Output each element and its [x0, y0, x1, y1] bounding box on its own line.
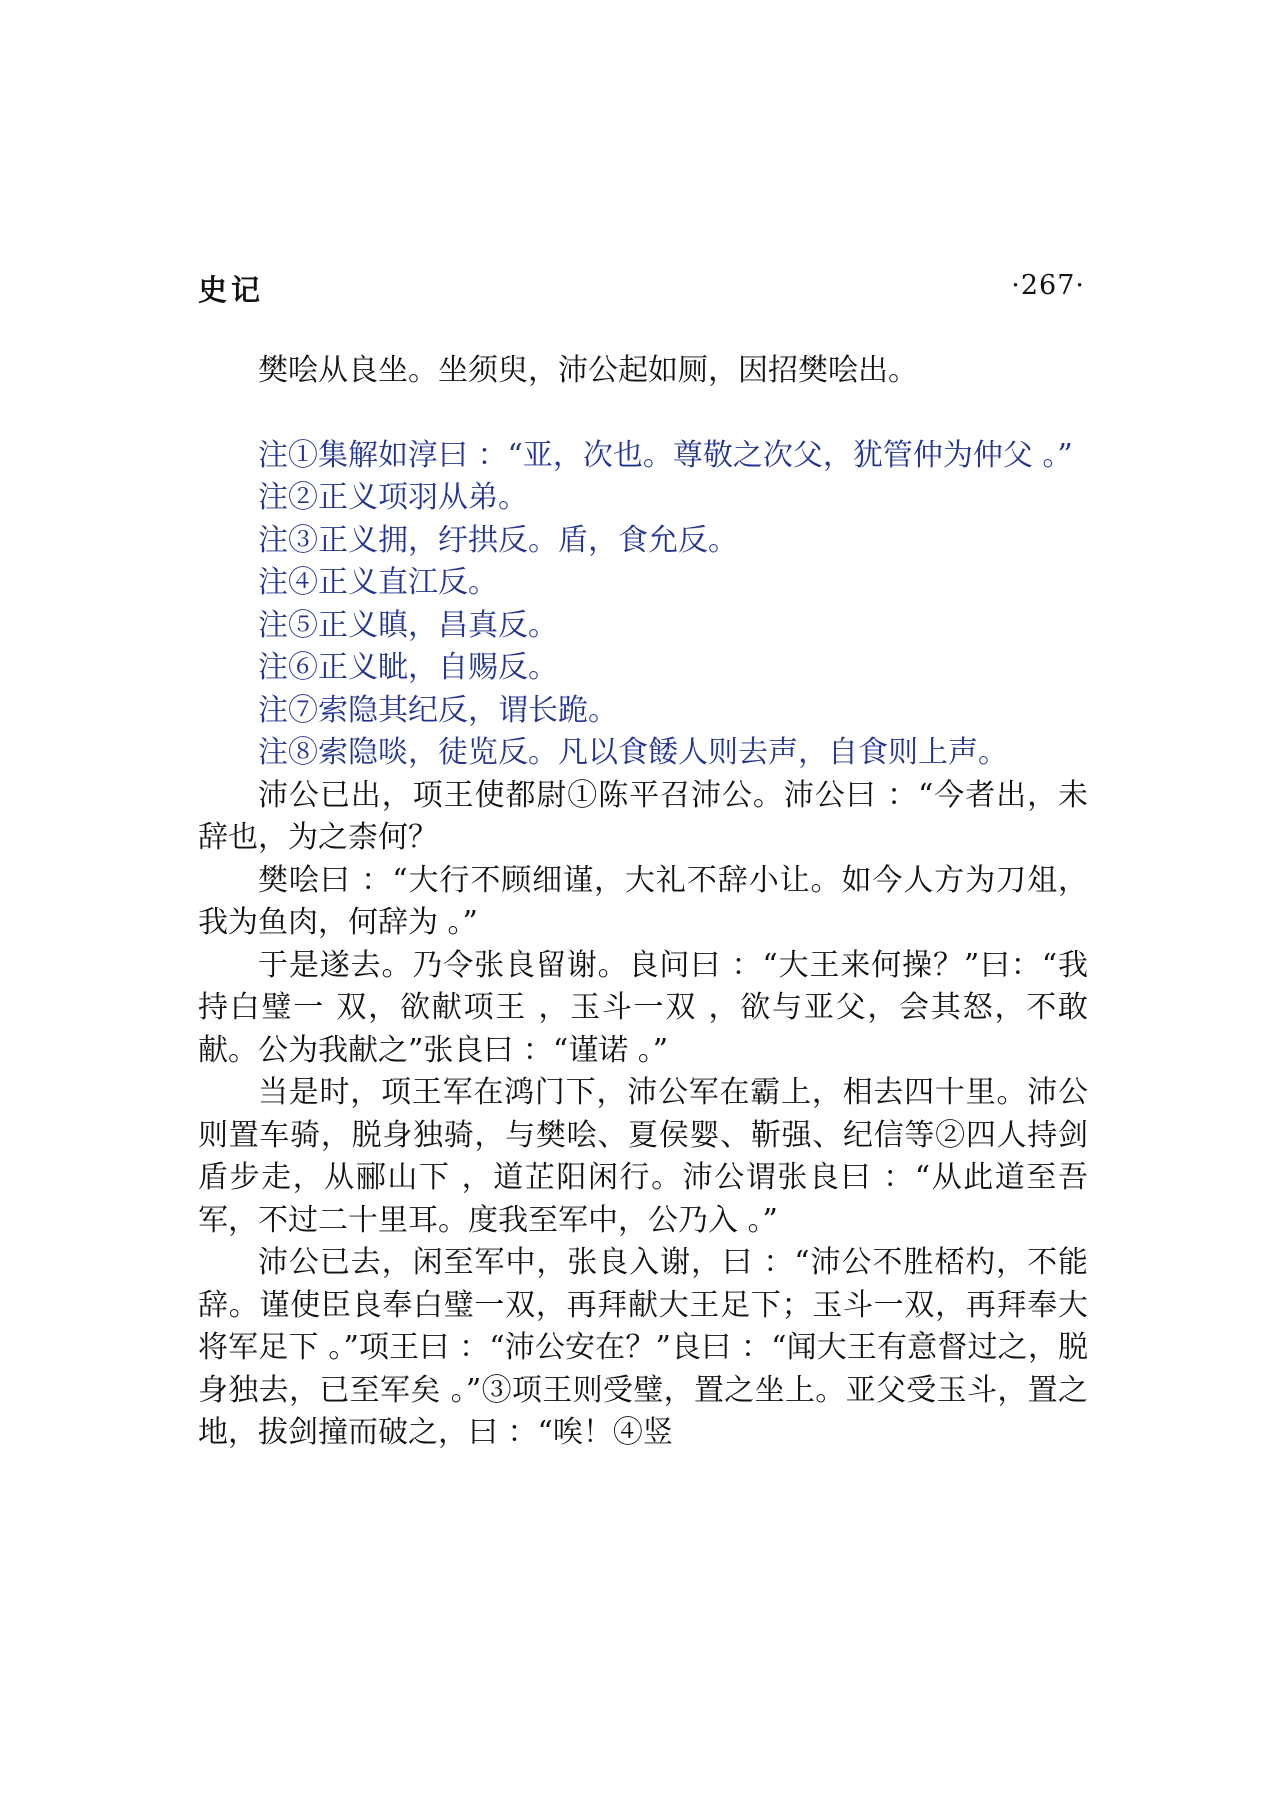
running-head: 史记 [198, 273, 265, 307]
paragraph: 樊哙曰 ：“大行不顾细谨，大礼不辞小让。如今人方为刀俎，我为鱼肉，何辞为 。” [198, 862, 1088, 940]
paragraph: 沛公已出，项王使都尉①陈平召沛公。沛公曰 ：“今者出，未辞也，为之柰何？ [198, 777, 1088, 855]
page-header [198, 268, 1085, 312]
page-number: ·267· [1011, 270, 1085, 301]
annotation-note: 注②正义项羽从弟。 [258, 480, 528, 515]
annotation-note: 注①集解如淳曰 ：“亚，次也。尊敬之次父，犹管仲为仲父 。” [258, 437, 1073, 473]
annotation-note: 注⑦索隐其纪反，谓长跪。 [258, 692, 618, 728]
page-body [198, 350, 1088, 1455]
paragraph: 当是时，项王军在鸿门下，沛公军在霸上，相去四十里。沛公则置车骑，脱身独骑，与樊哙、夏侯婴、靳强、纪信等②四人持剑盾步走，从郦山下 ，道芷阳闲行。沛公谓张良曰 ：“从此道至吾军，不过二十里耳。度我至军中，公乃入 。” [198, 1075, 1088, 1238]
paragraph: 沛公已去，闲至军中，张良入谢，曰 ：“沛公不胜桮杓，不能辞。谨使臣良奉白璧一双，再拜献大王足下；玉斗一双，再拜奉大将军足下 。”项王曰 ：“沛公安在？”良曰 ：“闻大王有意督过之，脱身独去，已至军矣 。”③项王则受璧，置之坐上。亚父受玉斗，置之地，拔剑撞而破之，曰 ：“唉！④竖 [198, 1245, 1088, 1450]
paragraph: 樊哙从良坐。坐须臾，沛公起如厕，因招樊哙出。 [258, 353, 918, 388]
annotation-note: 注③正义拥，纡拱反。盾，食允反。 [258, 522, 738, 558]
annotation-note: 注⑥正义眦，自赐反。 [258, 650, 558, 685]
paragraph: 于是遂去。乃令张良留谢。良问曰 ：“大王来何操？”曰：“我持白璧一 双，欲献项王 ，玉斗一双 ，欲与亚父，会其怒，不敢献。公为我献之”张良曰 ：“谨诺 。” [198, 947, 1088, 1068]
annotation-note: 注⑧索隐啖，徒览反。凡以食餧人则去声，自食则上声。 [258, 735, 1008, 770]
annotation-note: 注⑤正义瞋，昌真反。 [258, 607, 558, 643]
annotation-note: 注④正义直江反。 [258, 565, 498, 600]
